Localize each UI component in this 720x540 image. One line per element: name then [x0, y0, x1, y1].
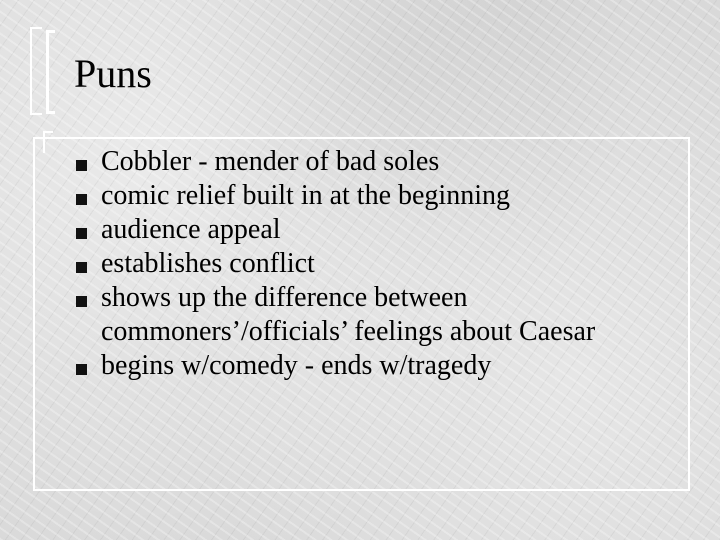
- square-bullet-icon: [76, 194, 87, 205]
- bullet-text: establishes conflict: [101, 248, 315, 279]
- bullet-text: audience appeal: [101, 214, 281, 245]
- square-bullet-icon: [76, 228, 87, 239]
- bullet-text: begins w/comedy - ends w/tragedy: [101, 350, 492, 381]
- list-item: [74, 145, 684, 179]
- bullet-list: [74, 145, 684, 383]
- title-frame-outer: [30, 27, 42, 115]
- list-item: [74, 247, 684, 281]
- bullet-text: shows up the difference between commoners’/officials’ feelings about Caesar: [101, 282, 596, 347]
- title-frame-inner: [46, 30, 55, 114]
- square-bullet-icon: [76, 296, 87, 307]
- square-bullet-icon: [76, 364, 87, 375]
- list-item: [74, 213, 684, 247]
- square-bullet-icon: [76, 262, 87, 273]
- list-item: [74, 349, 684, 383]
- square-bullet-icon: [76, 160, 87, 171]
- bullet-text: comic relief built in at the beginning: [101, 180, 510, 211]
- slide-title: Puns: [74, 51, 152, 96]
- list-item: [74, 179, 684, 213]
- bullet-text: Cobbler - mender of bad soles: [101, 146, 440, 177]
- body-frame-accent: [43, 131, 53, 153]
- list-item: [74, 281, 684, 349]
